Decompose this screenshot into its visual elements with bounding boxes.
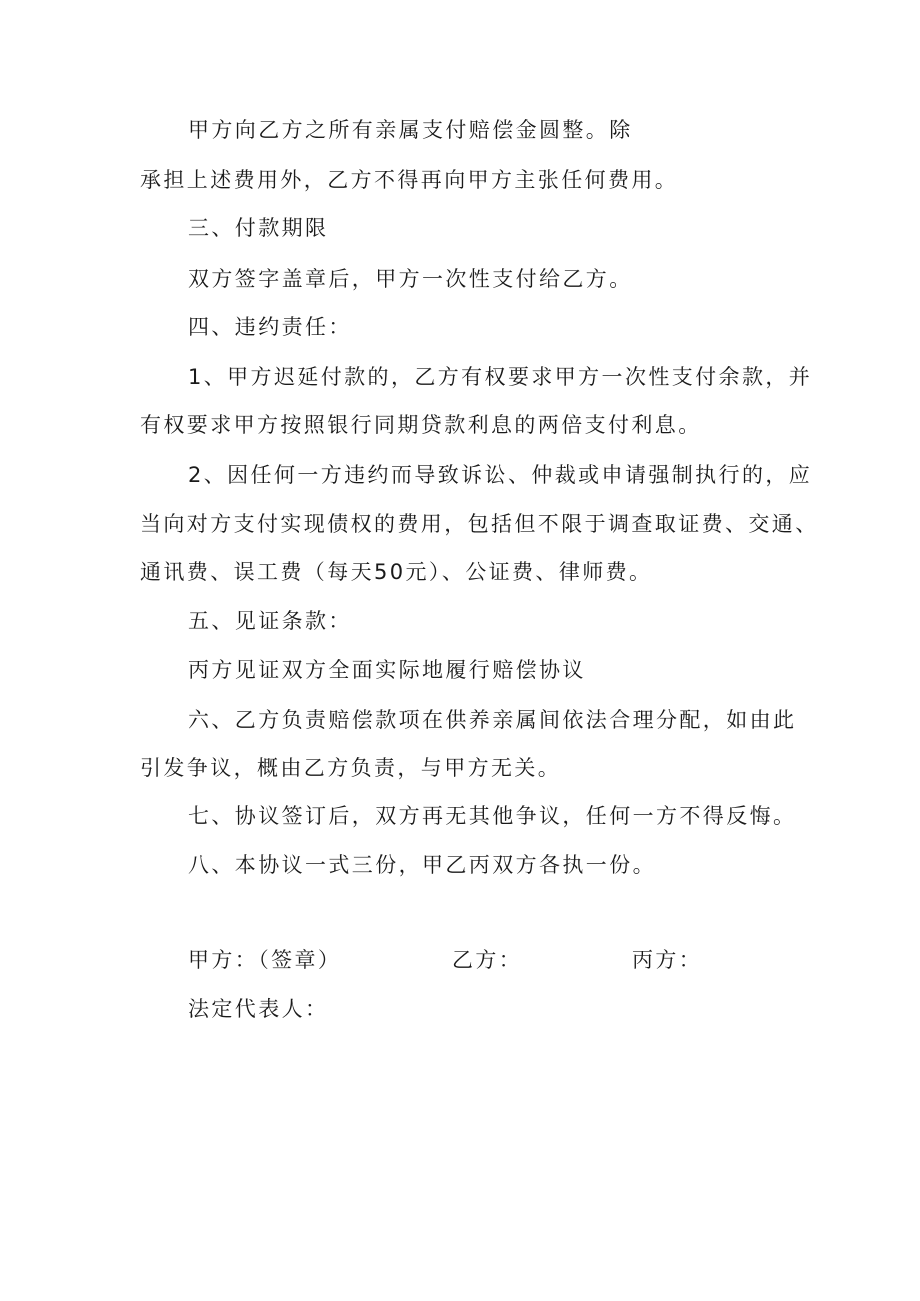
- signature-legal-representative: 法定代表人：: [188, 997, 329, 1021]
- paragraph-payment-term: 双方签字盖章后，甲方一次性支付给乙方。: [188, 267, 633, 291]
- paragraph-compensation-line-2: 承担上述费用外，乙方不得再向甲方主张任何费用。: [140, 168, 679, 192]
- section-six-line-2: 引发争议，概由乙方负责，与甲方无关。: [140, 756, 562, 780]
- clause-1-line-1: 1、甲方迟延付款的，乙方有权要求甲方一次性支付余款，并: [188, 365, 813, 389]
- paragraph-witness: 丙方见证双方全面实际地履行赔偿协议: [188, 658, 586, 682]
- paragraph-compensation-line-1: 甲方向乙方之所有亲属支付赔偿金圆整。除: [188, 118, 633, 142]
- section-heading-payment-term: 三、付款期限: [188, 216, 329, 240]
- clause-2-line-1: 2、因任何一方违约而导致诉讼、仲裁或申请强制执行的，应: [188, 463, 813, 487]
- section-six-line-1: 六、乙方负责赔偿款项在供养亲属间依法合理分配，如由此: [188, 708, 797, 732]
- signature-party-a: 甲方：（签章）: [188, 948, 342, 972]
- signature-party-b: 乙方：: [452, 948, 523, 972]
- section-eight: 八、本协议一式三份，甲乙丙双方各执一份。: [188, 853, 656, 877]
- section-seven: 七、协议签订后，双方再无其他争议，任何一方不得反悔。: [188, 804, 797, 828]
- section-heading-witness: 五、见证条款：: [188, 609, 352, 633]
- signature-party-c: 丙方：: [632, 948, 703, 972]
- clause-2-line-2: 当向对方支付实现债权的费用，包括但不限于调查取证费、交通、: [140, 512, 819, 536]
- clause-1-line-2: 有权要求甲方按照银行同期贷款利息的两倍支付利息。: [140, 413, 702, 437]
- clause-2-line-3: 通讯费、误工费（每天50元）、公证费、律师费。: [140, 560, 653, 584]
- section-heading-breach-liability: 四、违约责任：: [188, 315, 352, 339]
